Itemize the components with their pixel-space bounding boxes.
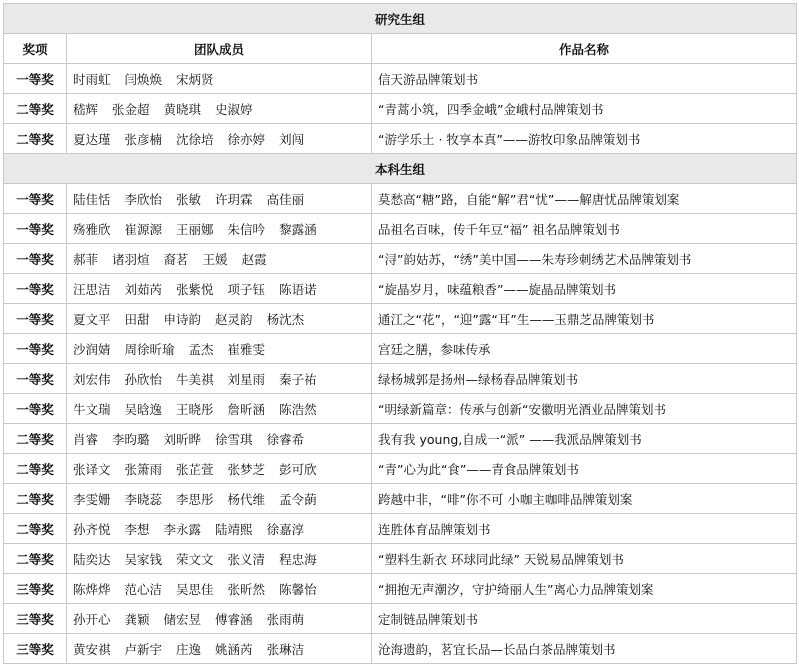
members-cell xyxy=(67,424,372,454)
members-cell xyxy=(67,244,372,274)
group-title: 研究生组 xyxy=(4,4,797,34)
member-name: 崔雅雯 xyxy=(227,341,266,357)
work-title-cell: 通江之“花”，“迎”露“耳”生——玉鼎芝品牌策划书 xyxy=(372,304,797,334)
member-name: 刘茹芮 xyxy=(124,281,163,297)
member-name: 陈馨怡 xyxy=(279,581,317,597)
work-title-cell: “浔”韵姑苏，“绣”美中国——朱寿珍刺绣艺术品牌策划书 xyxy=(372,244,797,274)
member-name: 刘星雨 xyxy=(227,371,266,387)
member-name: 范心洁 xyxy=(124,581,163,597)
member-name: 宋炳贤 xyxy=(176,71,214,87)
member-name: 殇雅欣 xyxy=(73,221,111,237)
member-name: 徐睿希 xyxy=(266,431,305,447)
member-name: 时雨虹 xyxy=(73,71,111,87)
member-name: 陆佳恬 xyxy=(73,191,111,207)
members-cell xyxy=(67,604,372,634)
member-name: 张芷萱 xyxy=(176,461,214,477)
member-name: 牛文瑞 xyxy=(73,401,111,417)
member-name: 汪思洁 xyxy=(73,281,111,297)
member-name: 张雨萌 xyxy=(266,611,305,627)
member-name: 赵灵韵 xyxy=(215,311,253,327)
members-cell xyxy=(67,574,372,604)
member-name: 王丽娜 xyxy=(176,221,214,237)
award-cell: 二等奖 xyxy=(4,514,67,544)
member-name: 申诗韵 xyxy=(163,311,202,327)
member-name: 张义清 xyxy=(227,551,266,567)
work-title-cell: 绿杨城郭是扬州—绿杨春品牌策划书 xyxy=(372,364,797,394)
column-header-row xyxy=(4,34,797,64)
award-cell: 一等奖 xyxy=(4,184,67,214)
member-name: 陈烨烨 xyxy=(73,581,111,597)
table-row xyxy=(4,244,797,274)
table-row xyxy=(4,364,797,394)
member-name: 张箫雨 xyxy=(124,461,163,477)
member-name: 傅睿涵 xyxy=(215,611,253,627)
member-name: 孙齐悦 xyxy=(73,521,111,537)
member-name: 徐亦婷 xyxy=(227,131,266,147)
member-name: 秦子祐 xyxy=(279,371,317,387)
award-cell: 一等奖 xyxy=(4,304,67,334)
award-cell: 二等奖 xyxy=(4,484,67,514)
member-name: 徐雪琪 xyxy=(215,431,253,447)
awards-table-body xyxy=(4,4,797,664)
member-name: 王媛 xyxy=(202,251,228,267)
table-row xyxy=(4,634,797,664)
member-name: 詹昕涵 xyxy=(227,401,266,417)
awards-table xyxy=(3,3,797,664)
member-name: 沈徐培 xyxy=(176,131,214,147)
member-name: 张彦楠 xyxy=(124,131,163,147)
member-name: 孟杰 xyxy=(188,341,214,357)
members-cell xyxy=(67,274,372,304)
member-name: 孙开心 xyxy=(73,611,111,627)
member-name: 陈语诺 xyxy=(279,281,317,297)
member-name: 李永露 xyxy=(163,521,202,537)
member-name: 牛美祺 xyxy=(176,371,214,387)
award-cell: 三等奖 xyxy=(4,604,67,634)
work-title-cell: “青”心为此“食”——青食品牌策划书 xyxy=(372,454,797,484)
table-row xyxy=(4,334,797,364)
member-name: 陈浩然 xyxy=(279,401,317,417)
member-name: 闫焕焕 xyxy=(124,71,163,87)
table-row xyxy=(4,604,797,634)
members-cell xyxy=(67,544,372,574)
member-name: 周徐昕瑜 xyxy=(124,341,175,357)
member-name: 张琳洁 xyxy=(266,641,305,657)
member-name: 吴思佳 xyxy=(176,581,214,597)
member-name: 黎露涵 xyxy=(279,221,317,237)
table-row xyxy=(4,484,797,514)
table-row xyxy=(4,94,797,124)
member-name: 张紫悦 xyxy=(176,281,214,297)
award-cell: 一等奖 xyxy=(4,214,67,244)
members-cell xyxy=(67,304,372,334)
work-title-cell: 跨越中非，“啡”你不可 小咖主咖啡品牌策划案 xyxy=(372,484,797,514)
table-row xyxy=(4,124,797,154)
table-row xyxy=(4,184,797,214)
member-name: 李晓蕊 xyxy=(124,491,163,507)
member-name: 赵霞 xyxy=(241,251,267,267)
member-name: 黄安祺 xyxy=(73,641,111,657)
member-name: 储宏昱 xyxy=(163,611,202,627)
member-name: 张敏 xyxy=(176,191,202,207)
award-cell: 一等奖 xyxy=(4,334,67,364)
table-row xyxy=(4,544,797,574)
member-name: 王晓彤 xyxy=(176,401,214,417)
member-name: 崔源源 xyxy=(124,221,163,237)
member-name: 孙欣怡 xyxy=(124,371,163,387)
member-name: 诸羽煊 xyxy=(112,251,150,267)
table-row xyxy=(4,574,797,604)
member-name: 孟令蓢 xyxy=(279,491,317,507)
award-cell: 二等奖 xyxy=(4,124,67,154)
member-name: 项子钰 xyxy=(227,281,266,297)
members-cell xyxy=(67,94,372,124)
work-title-cell: 品祖名百味，传千年豆“福” 祖名品牌策划书 xyxy=(372,214,797,244)
member-name: 李想 xyxy=(124,521,150,537)
member-name: 夏文平 xyxy=(73,311,111,327)
award-cell: 二等奖 xyxy=(4,544,67,574)
member-name: 姚涵芮 xyxy=(215,641,253,657)
members-cell xyxy=(67,484,372,514)
member-name: 张金超 xyxy=(112,101,150,117)
member-name: 李雯姗 xyxy=(73,491,111,507)
member-name: 许玥霖 xyxy=(215,191,253,207)
members-cell xyxy=(67,514,372,544)
work-title-cell: “旋晶岁月，味蕴粮香”——旋晶品牌策划书 xyxy=(372,274,797,304)
column-header-members: 团队成员 xyxy=(67,34,372,64)
award-cell: 一等奖 xyxy=(4,394,67,424)
work-title-cell: 信天游品牌策划书 xyxy=(372,64,797,94)
member-name: 朱信吟 xyxy=(227,221,266,237)
members-cell xyxy=(67,634,372,664)
member-name: 肖睿 xyxy=(73,431,99,447)
award-cell: 二等奖 xyxy=(4,454,67,484)
member-name: 李昀璐 xyxy=(112,431,150,447)
members-cell xyxy=(67,214,372,244)
member-name: 彭可欣 xyxy=(279,461,317,477)
member-name: 李思彤 xyxy=(176,491,214,507)
member-name: 龚颖 xyxy=(124,611,150,627)
group-title: 本科生组 xyxy=(4,154,797,184)
member-name: 张梦芝 xyxy=(227,461,266,477)
work-title-cell: “拥抱无声潮汐，守护绮丽人生”离心力品牌策划案 xyxy=(372,574,797,604)
table-row xyxy=(4,514,797,544)
member-name: 田甜 xyxy=(124,311,150,327)
member-name: 高佳丽 xyxy=(266,191,305,207)
column-header-award: 奖项 xyxy=(4,34,67,64)
column-header-work: 作品名称 xyxy=(372,34,797,64)
table-row xyxy=(4,274,797,304)
members-cell xyxy=(67,394,372,424)
work-title-cell: “青蒿小筑，四季金峨”金峨村品牌策划书 xyxy=(372,94,797,124)
members-cell xyxy=(67,124,372,154)
group-header-undergraduate xyxy=(4,154,797,184)
work-title-cell: “明绿新篇章：传承与创新“安徽明光酒业品牌策划书 xyxy=(372,394,797,424)
member-name: 吴晗逸 xyxy=(124,401,163,417)
member-name: 沙润婧 xyxy=(73,341,111,357)
member-name: 黄晓琪 xyxy=(163,101,202,117)
member-name: 张译文 xyxy=(73,461,111,477)
work-title-cell: “塑料生新衣 环球同此绿” 天锐易品牌策划书 xyxy=(372,544,797,574)
award-cell: 一等奖 xyxy=(4,244,67,274)
members-cell xyxy=(67,334,372,364)
member-name: 陆靖熙 xyxy=(215,521,253,537)
member-name: 程忠海 xyxy=(279,551,317,567)
members-cell xyxy=(67,64,372,94)
work-title-cell: 莫愁高“糖”路，自能“解”君“忧”——解唐忧品牌策划案 xyxy=(372,184,797,214)
member-name: 刘宏伟 xyxy=(73,371,111,387)
table-row xyxy=(4,424,797,454)
group-header-graduate xyxy=(4,4,797,34)
member-name: 李欣怡 xyxy=(124,191,163,207)
members-cell xyxy=(67,454,372,484)
member-name: 郝菲 xyxy=(73,251,99,267)
award-cell: 二等奖 xyxy=(4,94,67,124)
award-cell: 一等奖 xyxy=(4,64,67,94)
member-name: 裔茗 xyxy=(163,251,189,267)
award-cell: 一等奖 xyxy=(4,364,67,394)
table-row xyxy=(4,304,797,334)
member-name: 徐嘉淳 xyxy=(266,521,305,537)
member-name: 史淑婷 xyxy=(215,101,253,117)
member-name: 夏达瑾 xyxy=(73,131,111,147)
work-title-cell: 我有我 young,自成一“派” ——我派品牌策划书 xyxy=(372,424,797,454)
member-name: 杨代维 xyxy=(227,491,266,507)
work-title-cell: 定制链品牌策划书 xyxy=(372,604,797,634)
member-name: 吴家钱 xyxy=(124,551,163,567)
table-row xyxy=(4,64,797,94)
member-name: 刘昕晔 xyxy=(163,431,202,447)
table-row xyxy=(4,214,797,244)
award-cell: 二等奖 xyxy=(4,424,67,454)
member-name: 张昕然 xyxy=(227,581,266,597)
member-name: 陆奕达 xyxy=(73,551,111,567)
table-row xyxy=(4,454,797,484)
member-name: 嵇辉 xyxy=(73,101,99,117)
table-row xyxy=(4,394,797,424)
work-title-cell: “游学乐土 · 牧享本真”——游牧印象品牌策划书 xyxy=(372,124,797,154)
members-cell xyxy=(67,364,372,394)
award-cell: 三等奖 xyxy=(4,574,67,604)
award-cell: 一等奖 xyxy=(4,274,67,304)
member-name: 杨沈杰 xyxy=(266,311,305,327)
member-name: 庄逸 xyxy=(176,641,202,657)
award-cell: 三等奖 xyxy=(4,634,67,664)
members-cell xyxy=(67,184,372,214)
member-name: 卢新宇 xyxy=(124,641,163,657)
member-name: 刘闯 xyxy=(279,131,305,147)
work-title-cell: 连胜体育品牌策划书 xyxy=(372,514,797,544)
work-title-cell: 沧海遗韵，茗宜长品—长品白茶品牌策划书 xyxy=(372,634,797,664)
member-name: 荣文文 xyxy=(176,551,214,567)
work-title-cell: 宫廷之膳，参味传承 xyxy=(372,334,797,364)
